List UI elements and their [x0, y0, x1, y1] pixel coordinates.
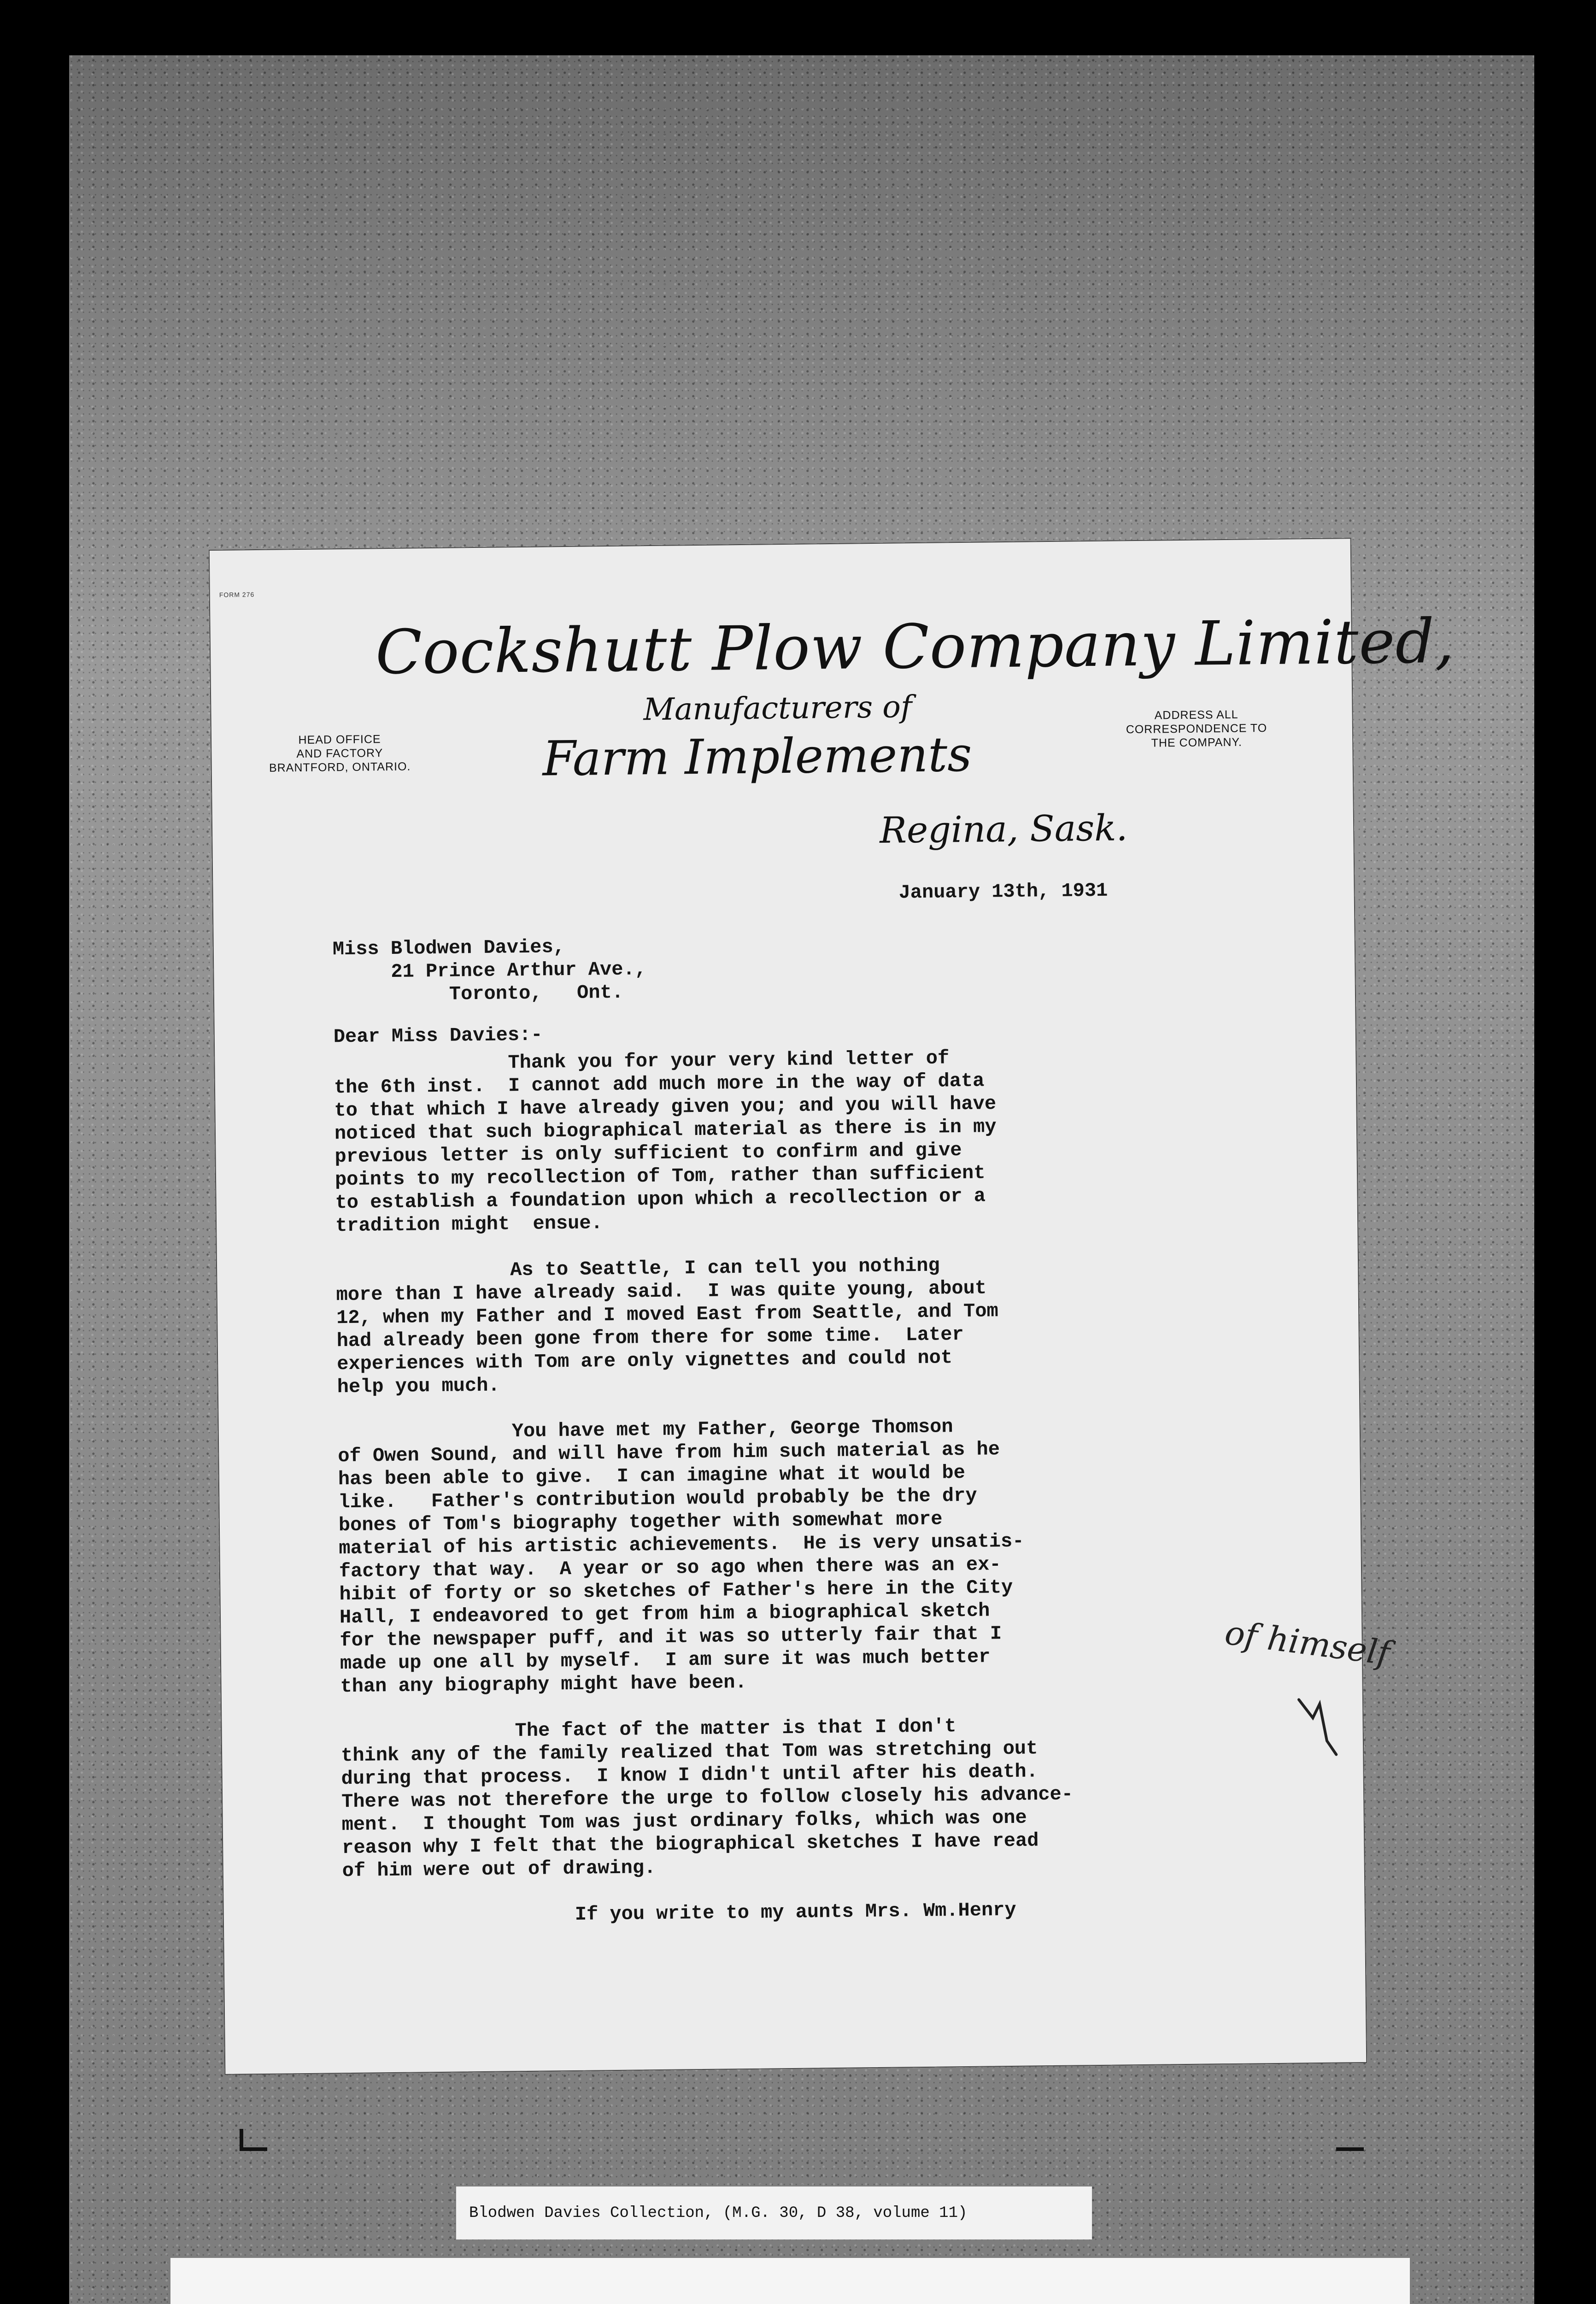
address-note-line: ADDRESS ALL [1154, 708, 1238, 722]
recipient-address: Miss Blodwen Davies, 21 Prince Arthur Ave., Toronto, Ont. [332, 936, 647, 1007]
head-office-line: AND FACTORY [296, 746, 383, 761]
manufacturers-of: Manufacturers of [643, 689, 912, 728]
address-note-line: CORRESPONDENCE TO [1126, 722, 1267, 736]
crop-mark [1336, 2147, 1364, 2151]
crop-mark [240, 2147, 267, 2151]
farm-implements: Farm Implements [542, 726, 973, 787]
handwritten-note: of himself [1222, 1613, 1392, 1673]
form-number: FORM 276 [219, 591, 255, 599]
salutation: Dear Miss Davies:- [333, 1023, 543, 1048]
head-office-line: HEAD OFFICE [298, 733, 381, 747]
letter-body: Thank you for your very kind letter of the 6th inst. I cannot add much more in the way of data to that which I have already given you; and you will have noticed that such biographical material as there is in my previous letter is only sufficient to confirm and give points to my recollection of Tom, rather than sufficient to establish a foundation upon which a recollection or a tradition might ensue. As to Seattle, I can tell you nothing more than I have already said. I was quite young, about 12, when my Father and I moved East from Seattle, and Tom had already been gone from there for some time. Later experiences with Tom are only vignettes and could not help you much. You have met my Father, George Thomson of Owen Sound, and will have from him such material as he has been able to give. I can imagine what it would be like. Father's contribution would probably be the dry bones of Tom's biography together with somewhat more material of his artistic achievements. He is very unsatis- factory that way. A year or so ago when there was an ex- hibit of forty or so sketches of Father's here in the City Hall, I endeavored to get from him a biographical sketch for the newspaper puff, and it was so utterly fair that I made up one all by myself. I am sure it was much better than any biography might have been. The fact of the matter is that I don't think any of the family realized that Tom was stretching out during that process. I know I didn't until after his death. There was not therefore the urge to follow closely his advance- ment. I thought Tom was just ordinary folks, which was one reason why I felt that the biographical sketches I have read of him were out of drawing. If you write to my aunts Mrs. Wm.Henry [334, 1047, 1074, 1928]
letter-place: Regina, Sask. [879, 807, 1128, 852]
letter-date: January 13th, 1931 [898, 879, 1108, 904]
head-office-block [238, 732, 441, 776]
address-note-line: THE COMPANY. [1151, 735, 1242, 750]
handwritten-mark-icon [1294, 1690, 1346, 1764]
head-office-line: BRANTFORD, ONTARIO. [269, 760, 411, 775]
letter-page [209, 538, 1455, 2075]
archives-card [170, 2258, 1410, 2304]
company-name: Cockshutt Plow Company Limited, [375, 605, 1455, 688]
address-note-block [1095, 707, 1298, 751]
crop-mark [240, 2129, 243, 2151]
collection-label: Blodwen Davies Collection, (M.G. 30, D 38, volume 11) [456, 2186, 1092, 2239]
